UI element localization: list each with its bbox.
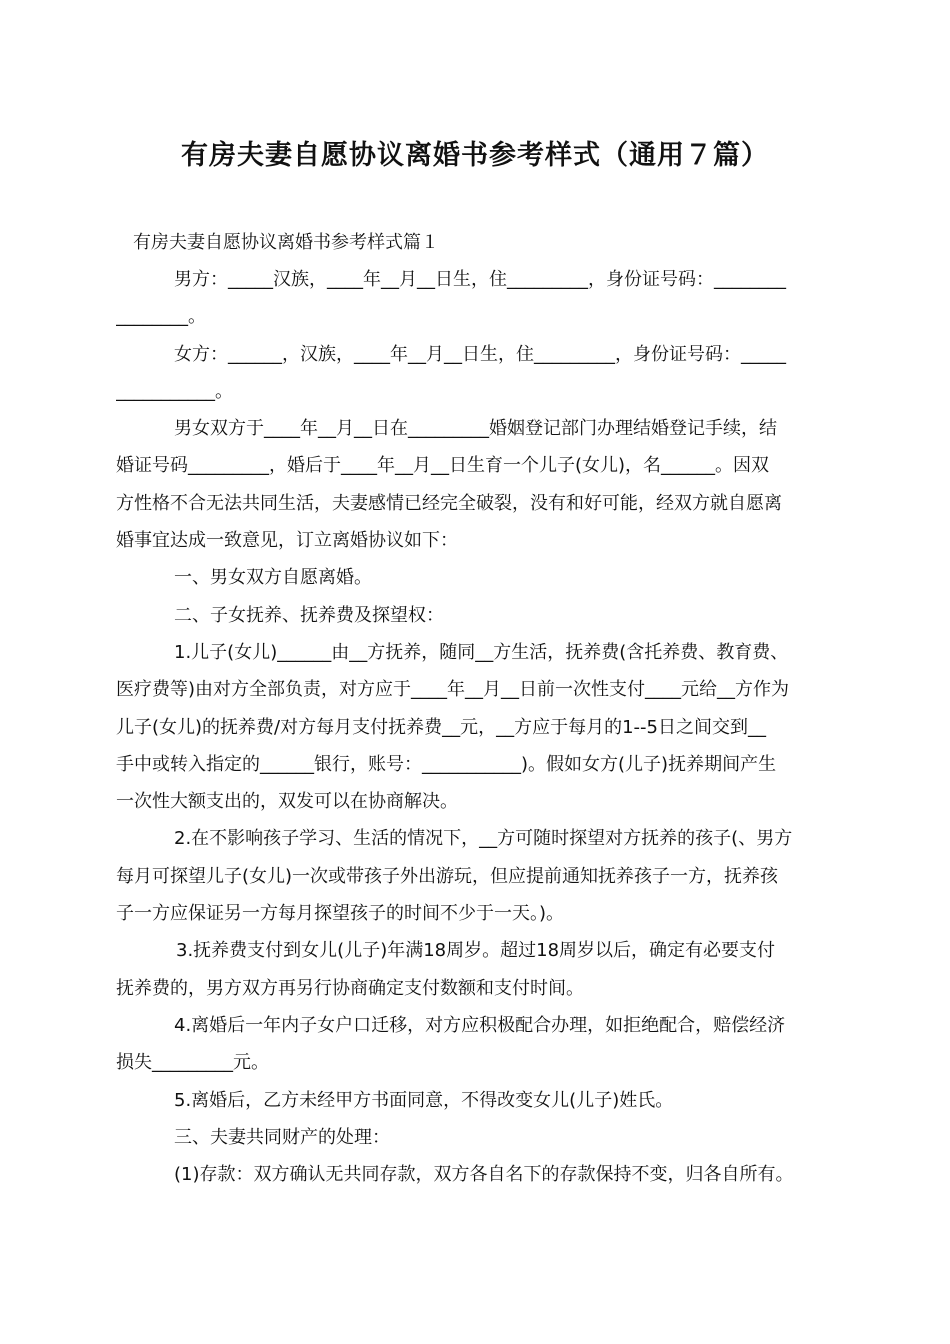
text-line: 子一方应保证另一方每月探望孩子的时间不少于一天。)。 [116, 903, 565, 925]
text-line: 4.离婚后一年内子女户口迁移，对方应积极配合办理，如拒绝配合，赔偿经济 [174, 1014, 786, 1036]
section-heading: 有房夫妻自愿协议离婚书参考样式篇１ [133, 232, 439, 253]
text-line: 5.离婚后，乙方未经甲方书面同意，不得改变女儿(儿子)姓氏。 [174, 1089, 674, 1111]
text-line: 3.抚养费支付到女儿(儿子)年满18周岁。超过18周岁以后，确定有必要支付 [176, 940, 776, 962]
document-title: 有房夫妻自愿协议离婚书参考样式（通用７篇） [181, 140, 769, 171]
text-line: 抚养费的，男方双方再另行协商确定支付数额和支付时间。 [116, 977, 584, 999]
text-line: 损失_________元。 [116, 1052, 269, 1074]
text-line: 一、男女双方自愿离婚。 [174, 567, 372, 589]
text-line: 婚事宜达成一致意见，订立离婚协议如下： [116, 530, 458, 552]
text-line: 1.儿子(女儿)______由__方抚养，随同__方生活，抚养费(含托养费、教育费、 [174, 641, 789, 663]
text-line: 女方：______，汉族，____年__月__日生，住_________，身份证号码：_____ [174, 343, 786, 365]
text-line: 男方：_____汉族，____年__月__日生，住_________，身份证号码：________ [174, 269, 786, 290]
text-line: (1)存款：双方确认无共同存款，双方各自名下的存款保持不变，归各自所有。 [174, 1164, 794, 1186]
text-line: 婚证号码_________，婚后于____年__月__日生育一个儿子(女儿)，名______。因双 [116, 455, 770, 477]
text-line: 2.在不影响孩子学习、生活的情况下，__方可随时探望对方抚养的孩子(、男方 [174, 828, 793, 850]
text-line: ___________。 [116, 380, 233, 402]
text-line: 医疗费等)由对方全部负责，对方应于____年__月__日前一次性支付____元给__方作为 [116, 679, 790, 701]
text-line: 男女双方于____年__月__日在_________婚姻登记部门办理结婚登记手续，结 [174, 418, 777, 440]
document-body [116, 261, 836, 1193]
text-line: 三、夫妻共同财产的处理： [174, 1126, 390, 1148]
text-line: 二、子女抚养、抚养费及探望权： [174, 604, 444, 626]
text-line: 手中或转入指定的______银行，账号：___________)。假如女方(儿子)抚养期间产生 [116, 753, 777, 775]
text-line: ________。 [116, 306, 206, 328]
text-line: 方性格不合无法共同生活，夫妻感情已经完全破裂，没有和好可能，经双方就自愿离 [116, 492, 782, 514]
text-line: 每月可探望儿子(女儿)一次或带孩子外出游玩，但应提前通知抚养孩子一方，抚养孩 [116, 865, 779, 887]
text-line: 一次性大额支出的，双发可以在协商解决。 [116, 791, 458, 813]
text-line: 儿子(女儿)的抚养费/对方每月支付抚养费__元，__方应于每月的1--5日之间交到__ [116, 716, 767, 738]
